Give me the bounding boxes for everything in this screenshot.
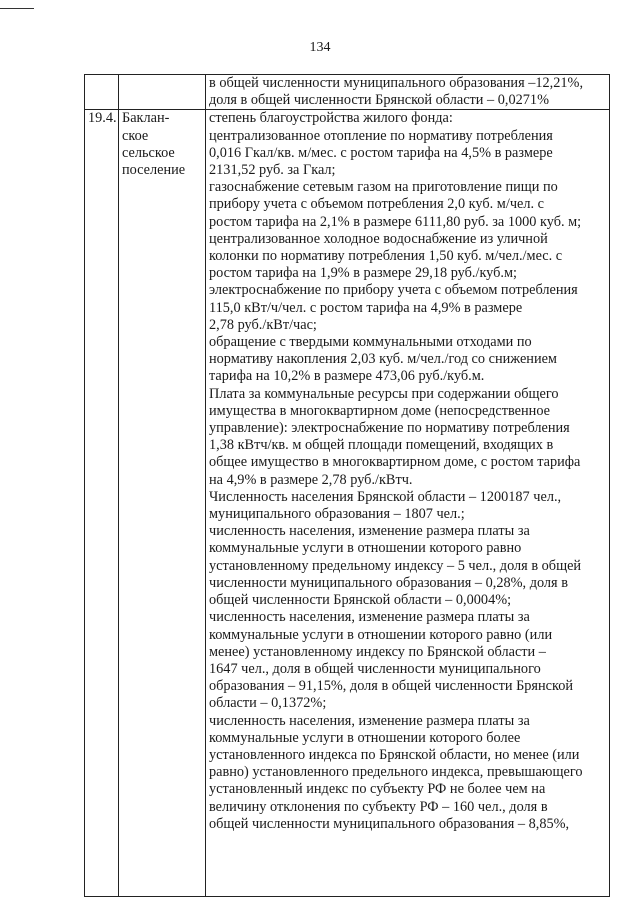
text-line: общей численности Брянской области – 0,0004%; (209, 592, 512, 609)
text-line: величину отклонения по субъекту РФ – 160 чел., доля в (209, 798, 548, 815)
text-line: общей численности муниципального образования – 8,85%, (209, 815, 570, 832)
settlement-name-line: поселение (122, 162, 186, 179)
text-line: коммунальные услуги в отношении которого равно (209, 540, 522, 557)
text-line: 2131,52 руб. за Гкал; (209, 162, 336, 179)
table-row (85, 110, 610, 897)
text-line: численность населения, изменение размера платы за (209, 523, 530, 540)
text-line: имущества в многоквартирном доме (непосредственное (209, 402, 551, 419)
text-line: степень благоустройства жилого фонда: (209, 110, 453, 127)
description-cell (206, 110, 610, 897)
page-number: 134 (309, 40, 331, 55)
text-line: нормативу накопления 2,03 куб. м/чел./год со снижением (209, 351, 557, 368)
text-line: менее) установленному индексу по Брянской области – (209, 643, 546, 660)
text-line: ростом тарифа на 2,1% в размере 6111,80 руб. за 1000 куб. м; (209, 213, 582, 230)
text-line: управление): электроснабжение по нормативу потребления (209, 420, 570, 437)
text-line: в общей численности муниципального образования –12,21%, (209, 75, 584, 91)
corner-mark (0, 8, 34, 9)
settlement-name-line: ское (122, 127, 149, 144)
text-line: установленному предельному индексу – 5 чел., доля в общей (209, 557, 582, 574)
text-line: численность населения, изменение размера платы за (209, 609, 530, 626)
text-line: газоснабжение сетевым газом на приготовление пищи по (209, 179, 558, 196)
text-line: коммунальные услуги в отношении которого равно (или (209, 626, 553, 643)
continuation-settlement-cell (119, 75, 206, 110)
text-line: электроснабжение по прибору учета с объемом потребления (209, 282, 578, 299)
text-line: централизованное холодное водоснабжение из уличной (209, 230, 548, 247)
text-line: 0,016 Гкал/кв. м/мес. с ростом тарифа на 4,5% в размере (209, 144, 553, 161)
text-line: установленный индекс по субъекту РФ не более чем на (209, 781, 546, 798)
text-line: обращение с твердыми коммунальными отходами по (209, 334, 532, 351)
continuation-number-cell (85, 75, 119, 110)
text-line: 115,0 кВт/ч/чел. с ростом тарифа на 4,9% в размере (209, 299, 523, 316)
text-line: централизованное отопление по нормативу потребления (209, 127, 553, 144)
text-line: равно) установленного предельного индекса, превышающего (209, 764, 583, 781)
text-line: области – 0,1372%; (209, 695, 327, 712)
settlement-name-line: сельское (122, 144, 175, 161)
text-line: на 4,9% в размере 2,78 руб./кВтч. (209, 471, 413, 488)
text-line: коммунальные услуги в отношении которого более (209, 729, 521, 746)
row-number: 19.4. (88, 110, 117, 127)
text-line: 2,78 руб./кВт/час; (209, 316, 317, 333)
text-line: ростом тарифа на 1,9% в размере 29,18 руб./куб.м; (209, 265, 518, 282)
text-line: установленного индекса по Брянской области, но менее (или (209, 746, 580, 763)
text-line: численность населения, изменение размера платы за (209, 712, 530, 729)
text-line: 1647 чел., доля в общей численности муниципального (209, 660, 541, 677)
text-line: образования – 91,15%, доля в общей численности Брянской (209, 678, 574, 695)
row-number-cell (85, 110, 119, 897)
text-line: колонки по нормативу потребления 1,50 куб. м/чел./мес. с (209, 248, 563, 265)
text-line: прибору учета с объемом потребления 2,0 куб. м/чел. с (209, 196, 544, 213)
text-line: численности муниципального образования – 0,28%, доля в (209, 574, 568, 591)
tariff-table (84, 74, 610, 897)
text-line: доля в общей численности Брянской области – 0,0271% (209, 92, 549, 109)
settlement-name-line: Баклан- (122, 110, 170, 127)
settlement-name-cell (119, 110, 206, 897)
continuation-text-cell (206, 75, 610, 110)
text-line: муниципального образования – 1807 чел.; (209, 506, 465, 523)
text-line: Плата за коммунальные ресурсы при содержании общего (209, 385, 559, 402)
text-line: Численность населения Брянской области – 1200187 чел., (209, 488, 562, 505)
text-line: тарифа на 10,2% в размере 473,06 руб./куб.м. (209, 368, 485, 385)
text-line: общее имущество в многоквартирном доме, с ростом тарифа (209, 454, 581, 471)
continuation-row (85, 75, 610, 110)
text-line: 1,38 кВтч/кв. м общей площади помещений, входящих в (209, 437, 554, 454)
